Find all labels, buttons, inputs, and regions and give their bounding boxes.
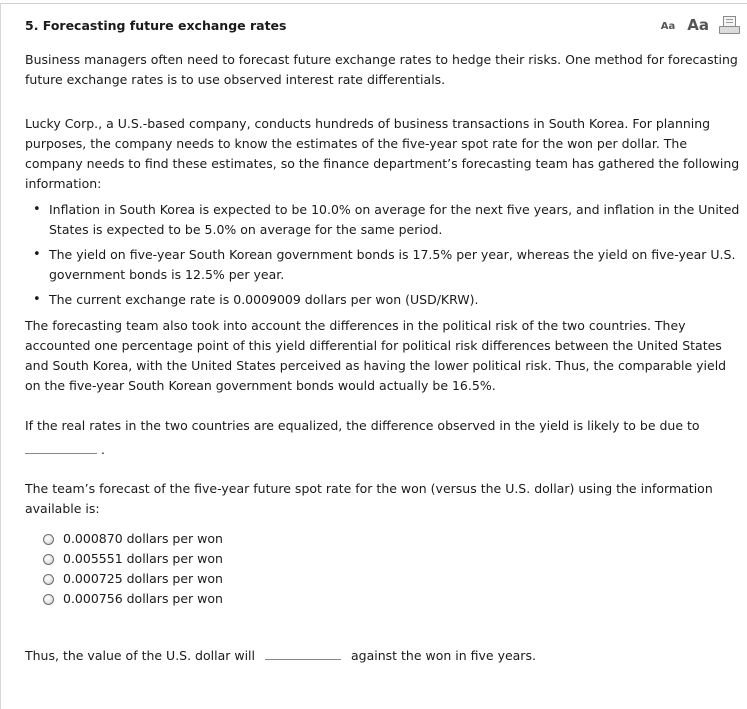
header-tools (661, 16, 739, 34)
left-border (0, 3, 1, 709)
option-1[interactable] (43, 549, 741, 569)
question1-text: If the real rates in the two countries are equalized, the difference observed in the yield is likely to be due to (25, 418, 700, 433)
question2-options (43, 529, 741, 609)
option-label: 0.000725 dollars per won (63, 571, 223, 586)
question-title: 5. Forecasting future exchange rates (25, 18, 287, 33)
option-label: 0.005551 dollars per won (63, 551, 223, 566)
question1-dropdown[interactable] (25, 439, 97, 454)
list-item: • Inflation in South Korea is expected to be 10.0% on average for the next five years, and inflation in the United States is expected to be 5.0% on average for the same period. (49, 200, 741, 240)
print-base-shape (719, 26, 740, 34)
list-item: • The yield on five-year South Korean government bonds is 17.5% per year, whereas the yield on five-year U.S. government bonds is 12.5% per year. (49, 245, 741, 285)
intro-paragraph: Business managers often need to forecast future exchange rates to hedge their risks. One method for forecasting future exchange rates is to use observed interest rate differentials. (25, 52, 738, 87)
font-decrease-button[interactable]: Aa (660, 21, 676, 32)
question3-before: Thus, the value of the U.S. dollar will (25, 648, 255, 663)
scenario-paragraph: Lucky Corp., a U.S.-based company, conducts hundreds of business transactions in South Korea. For planning purposes, the company needs to know the estimates of the five-year spot rate for the won per dollar. The company needs to find these estimates, so the finance department’s forecasting team has gathered the following information: (25, 116, 740, 191)
question1-answer (25, 439, 741, 459)
top-border (0, 3, 747, 4)
option-0[interactable] (43, 529, 741, 549)
question-body (25, 50, 741, 609)
political-risk-paragraph: The forecasting team also took into account the differences in the political risk of the two countries. They accounted one percentage point of this yield differential for political risk differences between the United States and South Korea, with the United States perceived as having the lower political risk. Thus, the comparable yield on the five-year South Korean government bonds would actually be 16.5%. (25, 318, 727, 393)
question3-after: against the won in five years. (350, 648, 536, 663)
font-increase-button[interactable]: Aa (687, 16, 709, 34)
question3 (25, 645, 536, 666)
question1-terminator: . (100, 442, 105, 457)
radio-button[interactable] (43, 554, 54, 565)
option-2[interactable] (43, 569, 741, 589)
radio-button[interactable] (43, 534, 54, 545)
print-icon[interactable] (719, 16, 739, 34)
info-list (25, 200, 741, 310)
radio-button[interactable] (43, 594, 54, 605)
option-3[interactable] (43, 589, 741, 609)
question3-dropdown[interactable] (265, 645, 341, 660)
list-item: • The current exchange rate is 0.0009009 dollars per won (USD/KRW). (49, 290, 741, 310)
radio-button[interactable] (43, 574, 54, 585)
option-label: 0.000756 dollars per won (63, 591, 223, 606)
question-header (25, 16, 739, 38)
question2-text: The team’s forecast of the five-year future spot rate for the won (versus the U.S. dollar) using the information available is: (25, 481, 713, 516)
option-label: 0.000870 dollars per won (63, 531, 223, 546)
